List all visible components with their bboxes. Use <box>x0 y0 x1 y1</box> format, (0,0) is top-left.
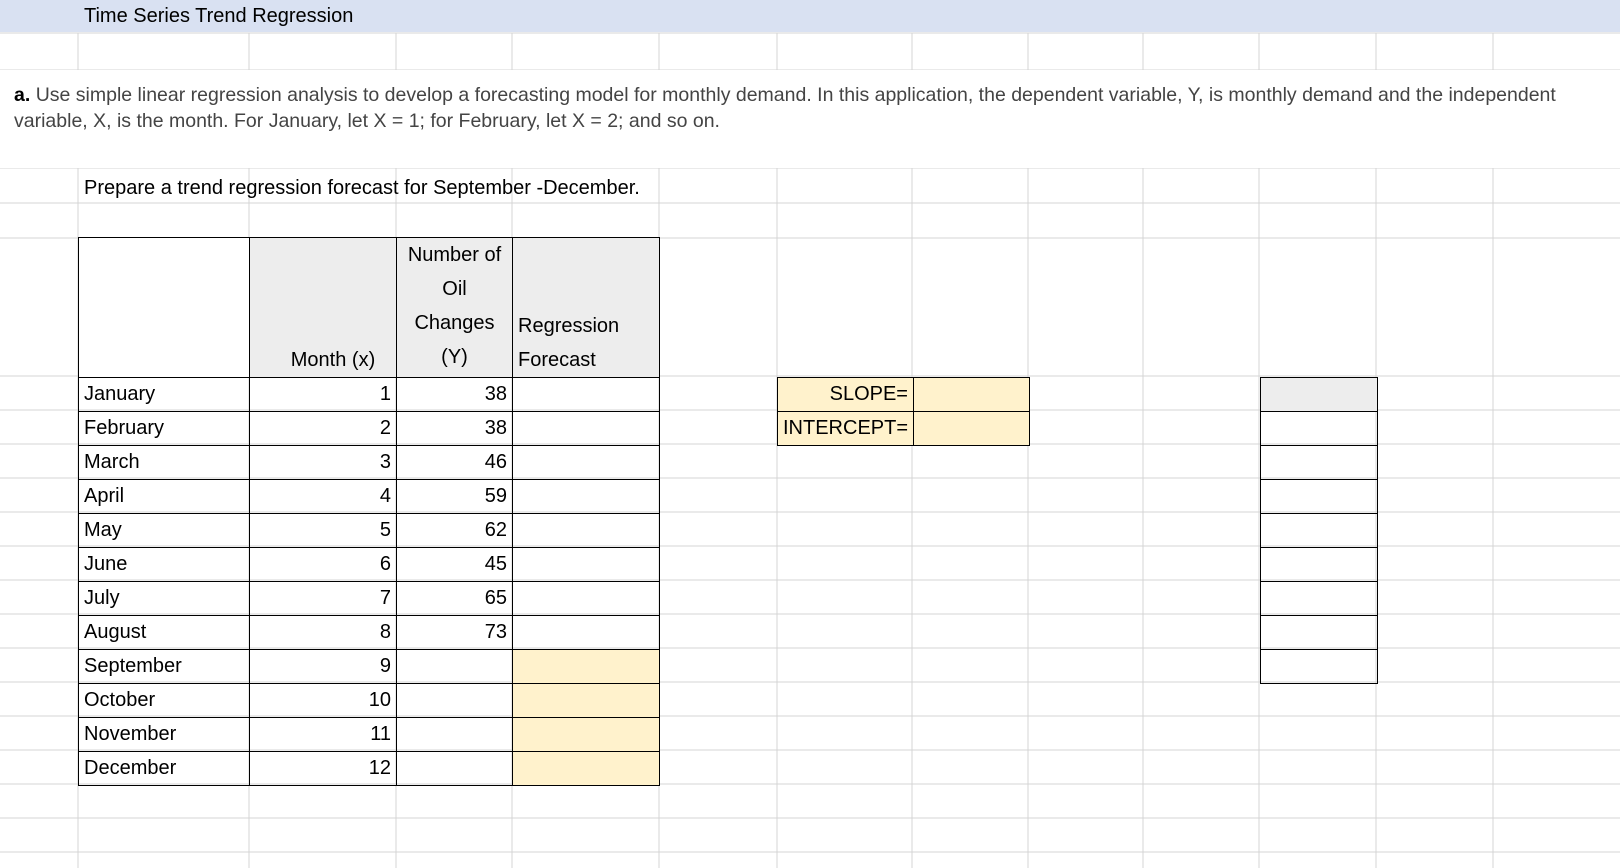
month-name-cell: August <box>78 615 250 650</box>
side-box-cell[interactable] <box>1260 445 1378 480</box>
forecast-prompt: Prepare a trend regression forecast for September -December. <box>84 177 640 199</box>
oil-changes-cell[interactable]: 38 <box>396 411 513 446</box>
side-box-cell[interactable] <box>1260 547 1378 582</box>
month-x-cell: 10 <box>249 683 397 718</box>
side-box-cell[interactable] <box>1260 479 1378 514</box>
side-box-cell[interactable] <box>1260 411 1378 446</box>
side-box-cell[interactable] <box>1260 649 1378 684</box>
regression-forecast-cell[interactable] <box>512 377 660 412</box>
oil-changes-cell[interactable]: 46 <box>396 445 513 480</box>
intercept-value-input[interactable] <box>913 411 1030 446</box>
regression-forecast-cell[interactable] <box>512 411 660 446</box>
header-regression-line: Regression <box>518 315 620 337</box>
month-x-cell: 6 <box>249 547 397 582</box>
header-oil-changes-line: Oil <box>442 278 467 300</box>
header-month-x-label: Month (x) <box>290 349 376 371</box>
month-x-cell: 5 <box>249 513 397 548</box>
side-box-cell[interactable] <box>1260 615 1378 650</box>
month-name-cell: July <box>78 581 250 616</box>
instructions-text <box>14 82 1574 134</box>
month-x-cell: 2 <box>249 411 397 446</box>
instructions-body: Use simple linear regression analysis to develop a forecasting model for monthly demand. In this application, the dependent variable, Y, is monthly demand and the independent variable, X, is the month. For January, let X = 1; for February, let X = 2; and so on. <box>14 84 1556 132</box>
month-name-cell: January <box>78 377 250 412</box>
instructions-block <box>0 70 1620 168</box>
regression-forecast-cell[interactable] <box>512 615 660 650</box>
month-x-cell: 4 <box>249 479 397 514</box>
month-name-cell: April <box>78 479 250 514</box>
intercept-label: INTERCEPT= <box>777 411 914 446</box>
side-box-cell[interactable] <box>1260 513 1378 548</box>
oil-changes-cell[interactable]: 59 <box>396 479 513 514</box>
month-name-cell: March <box>78 445 250 480</box>
header-month-x <box>249 237 397 378</box>
header-oil-changes <box>396 237 513 378</box>
header-oil-changes-line: Changes <box>414 312 495 334</box>
slope-label: SLOPE= <box>777 377 914 412</box>
sheet-title: Time Series Trend Regression <box>84 5 354 27</box>
header-oil-changes-line: (Y) <box>441 346 468 368</box>
month-name-cell: October <box>78 683 250 718</box>
side-box-cell[interactable] <box>1260 377 1378 412</box>
oil-changes-cell[interactable] <box>396 683 513 718</box>
side-box-cell[interactable] <box>1260 581 1378 616</box>
month-x-cell: 8 <box>249 615 397 650</box>
regression-forecast-cell[interactable] <box>512 445 660 480</box>
month-x-cell: 3 <box>249 445 397 480</box>
title-bar <box>0 0 1620 32</box>
header-month-name <box>78 237 250 378</box>
month-name-cell: May <box>78 513 250 548</box>
slope-value-input[interactable] <box>913 377 1030 412</box>
regression-forecast-cell[interactable] <box>512 513 660 548</box>
regression-forecast-cell[interactable] <box>512 581 660 616</box>
regression-forecast-cell[interactable] <box>512 683 660 718</box>
oil-changes-cell[interactable] <box>396 649 513 684</box>
header-regression-line: Forecast <box>518 349 596 371</box>
header-oil-changes-line: Number of <box>407 244 502 266</box>
month-x-cell: 1 <box>249 377 397 412</box>
oil-changes-cell[interactable]: 45 <box>396 547 513 582</box>
regression-forecast-cell[interactable] <box>512 649 660 684</box>
month-x-cell: 11 <box>249 717 397 752</box>
regression-forecast-cell[interactable] <box>512 479 660 514</box>
month-x-cell: 9 <box>249 649 397 684</box>
month-name-cell: June <box>78 547 250 582</box>
oil-changes-cell[interactable]: 38 <box>396 377 513 412</box>
month-x-cell: 7 <box>249 581 397 616</box>
instructions-label: a. <box>14 84 31 106</box>
month-name-cell: September <box>78 649 250 684</box>
regression-forecast-cell[interactable] <box>512 751 660 786</box>
regression-forecast-cell[interactable] <box>512 547 660 582</box>
oil-changes-cell[interactable]: 73 <box>396 615 513 650</box>
oil-changes-cell[interactable]: 65 <box>396 581 513 616</box>
month-x-cell: 12 <box>249 751 397 786</box>
month-name-cell: February <box>78 411 250 446</box>
month-name-cell: December <box>78 751 250 786</box>
oil-changes-cell[interactable] <box>396 751 513 786</box>
header-regression-forecast <box>512 237 660 378</box>
oil-changes-cell[interactable] <box>396 717 513 752</box>
oil-changes-cell[interactable]: 62 <box>396 513 513 548</box>
month-name-cell: November <box>78 717 250 752</box>
regression-forecast-cell[interactable] <box>512 717 660 752</box>
